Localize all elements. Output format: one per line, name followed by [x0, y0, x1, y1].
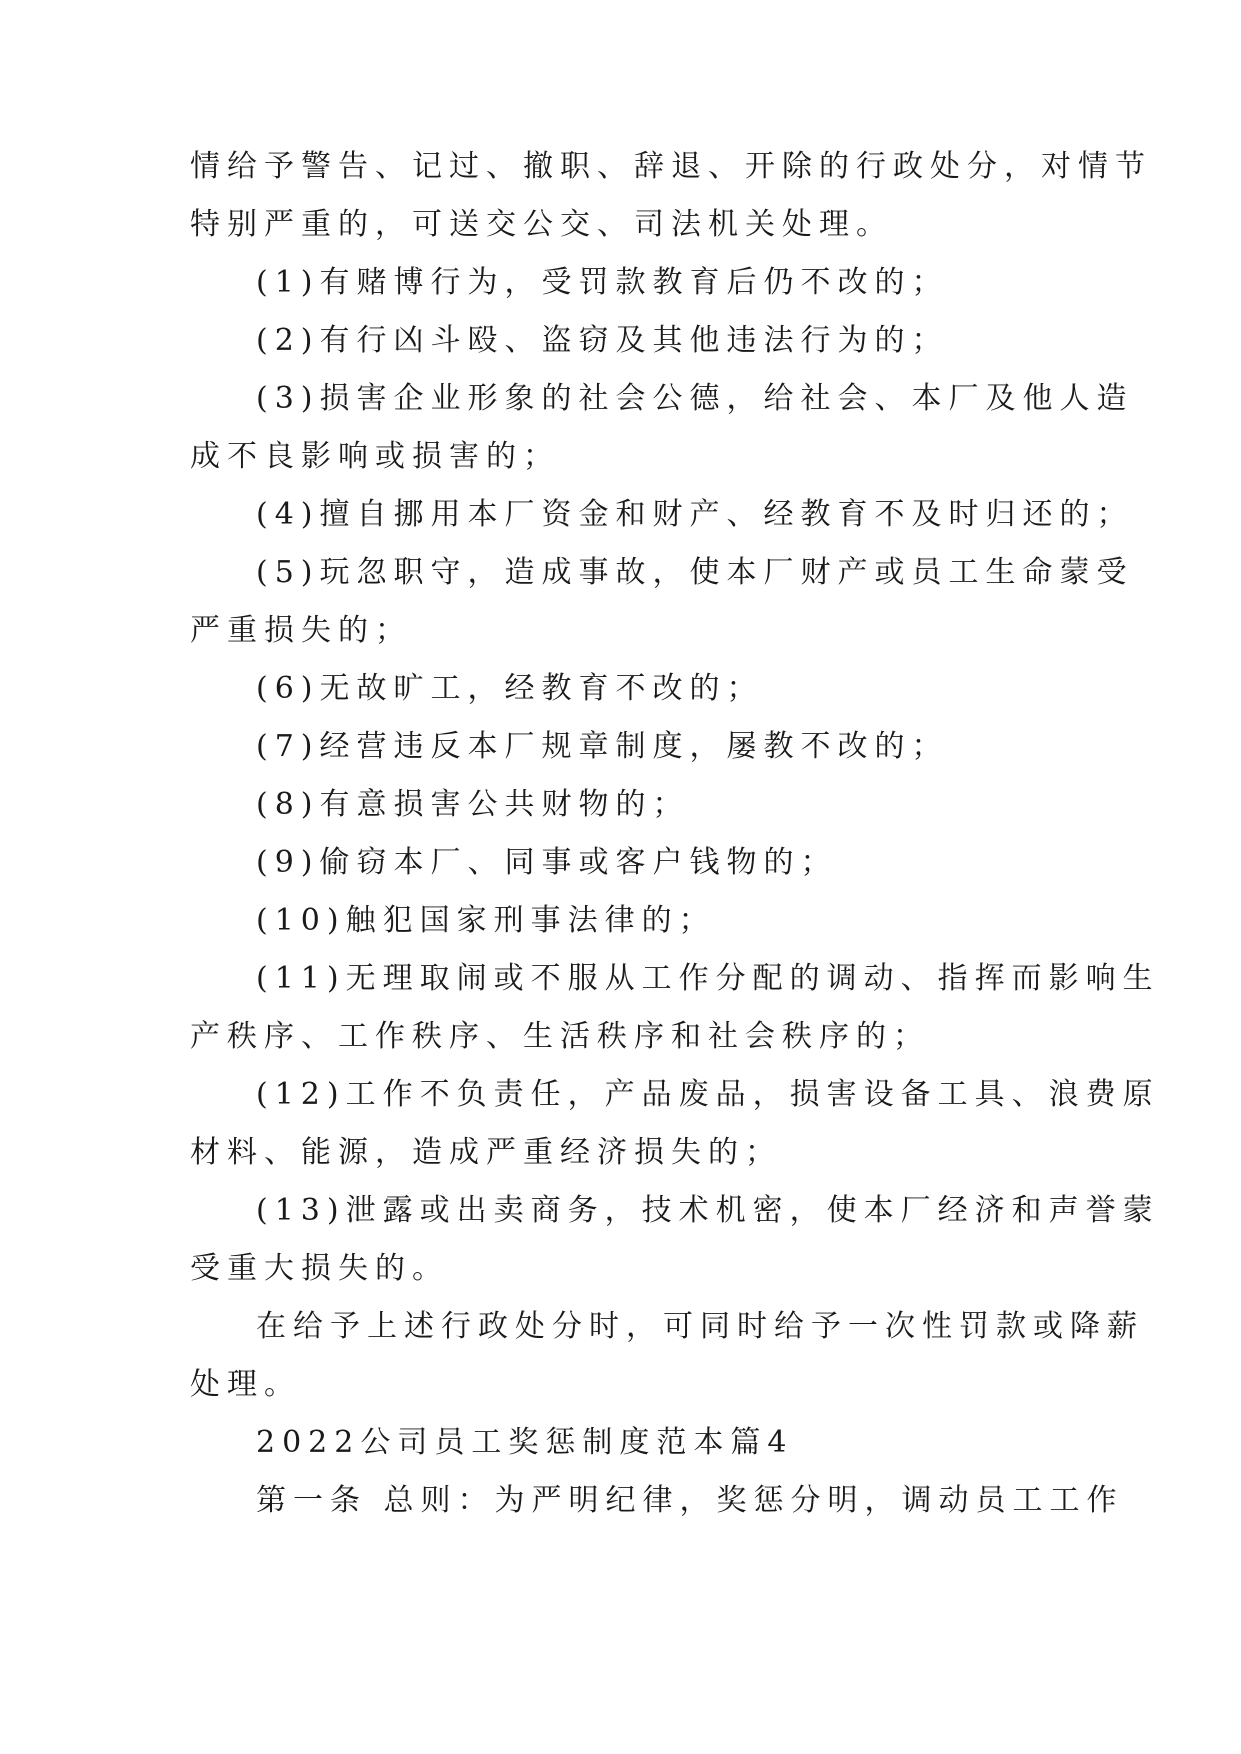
text-line: 特别严重的，可送交公交、司法机关处理。 [190, 207, 893, 242]
list-item: (10)触犯国家刑事法律的； [256, 903, 716, 938]
text-line: 成不良影响或损害的； [190, 439, 560, 474]
list-item: (8)有意损害公共财物的； [256, 787, 690, 822]
list-item: (2)有行凶斗殴、盗窃及其他违法行为的； [256, 323, 949, 358]
list-item: (6)无故旷工，经教育不改的； [256, 671, 764, 706]
section-heading: 2022公司员工奖惩制度范本篇4 [256, 1425, 794, 1460]
list-item: (7)经营违反本厂规章制度，屡教不改的； [256, 729, 949, 764]
paragraph: 第一条 总则：为严明纪律，奖惩分明，调动员工工作 [256, 1483, 1124, 1518]
list-item: (4)擅自挪用本厂资金和财产、经教育不及时归还的； [256, 497, 1134, 532]
list-item: (12)工作不负责任，产品废品，损害设备工具、浪费原 [256, 1077, 1160, 1112]
text-line: 材料、能源，造成严重经济损失的； [190, 1135, 782, 1170]
list-item: (3)损害企业形象的社会公德，给社会、本厂及他人造 [256, 381, 1134, 416]
list-item: (1)有赌博行为，受罚款教育后仍不改的； [256, 265, 949, 300]
text-line: 产秩序、工作秩序、生活秩序和社会秩序的； [190, 1019, 930, 1054]
list-item: (11)无理取闹或不服从工作分配的调动、指挥而影响生 [256, 961, 1160, 996]
list-item: (5)玩忽职守，造成事故，使本厂财产或员工生命蒙受 [256, 555, 1134, 590]
text-line: 处理。 [190, 1367, 301, 1402]
text-line: 严重损失的； [190, 613, 412, 648]
text-line: 受重大损失的。 [190, 1251, 449, 1286]
paragraph: 在给予上述行政处分时，可同时给予一次性罚款或降薪 [256, 1309, 1144, 1344]
list-item: (9)偷窃本厂、同事或客户钱物的； [256, 845, 838, 880]
text-line: 情给予警告、记过、撤职、辞退、开除的行政处分，对情节 [190, 149, 1152, 184]
list-item: (13)泄露或出卖商务，技术机密，使本厂经济和声誉蒙 [256, 1193, 1160, 1228]
